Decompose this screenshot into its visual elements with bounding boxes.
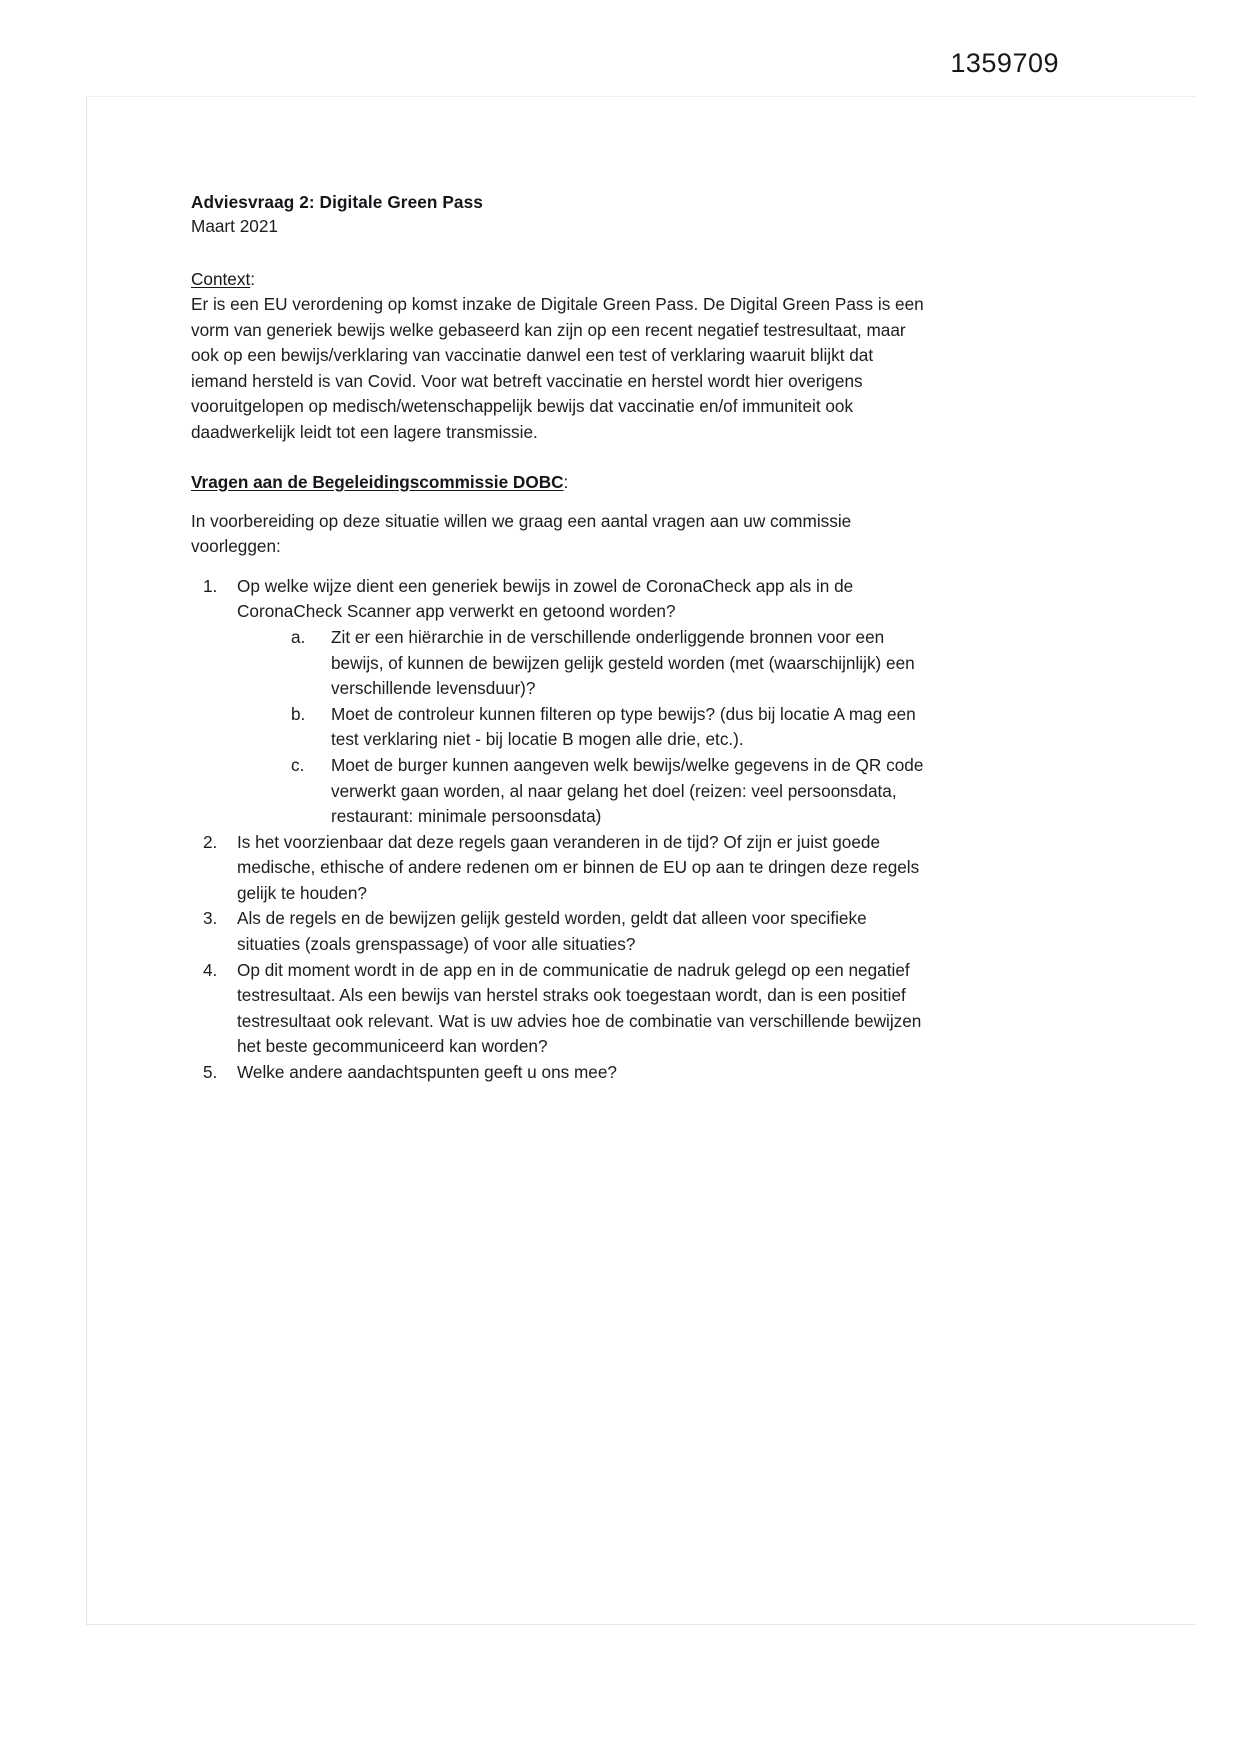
question-item [191, 906, 931, 957]
context-heading [191, 267, 931, 292]
spacer [191, 495, 931, 509]
question-list [191, 574, 931, 1086]
question-marker: 4. [203, 959, 218, 980]
context-heading-label: Context [191, 269, 251, 289]
question-subitem-text: Zit er een hiërarchie in de verschillende onderliggende bronnen voor een bewijs, of kunnen de bewijzen gelijk gesteld worden (met (waarschijnlijk) een verschillende levensduur)? [331, 626, 915, 699]
question-subitem-text: Moet de burger kunnen aangeven welk bewijs/welke gegevens in de QR code verwerkt gaan worden, al naar gelang het doel (reizen: veel persoonsdata, restaurant: minimale persoonsdata) [331, 754, 924, 827]
questions-heading [191, 470, 931, 495]
question-text: Als de regels en de bewijzen gelijk gesteld worden, geldt dat alleen voor specifieke situaties (zoals grenspassage) of voor alle situaties? [237, 908, 867, 955]
question-subitem-text: Moet de controleur kunnen filteren op type bewijs? (dus bij locatie A mag een test verklaring niet - bij locatie B mogen alle drie, etc.). [331, 703, 916, 750]
question-item [191, 1060, 931, 1086]
spacer [191, 446, 931, 470]
context-paragraph: Er is een EU verordening op komst inzake de Digitale Green Pass. De Digital Green Pass is een vorm van generiek bewijs welke gebaseerd kan zijn op een recent negatief testresultaat, maar ook op een bewijs/verklaring van vaccinatie danwel een test of verklaring waaruit blijkt dat iemand hersteld is van Covid. Voor wat betreft vaccinatie en herstel wordt hier overigens vooruitgelopen op medisch/wetenschappelijk bewijs dat vaccinatie en/of immuniteit ook daadwerkelijk leidt tot een lagere transmissie. [191, 294, 924, 442]
question-item [191, 958, 931, 1060]
page-edge-left [86, 96, 87, 1624]
question-text: Welke andere aandachtspunten geeft u ons mee? [237, 1062, 617, 1083]
question-marker: 1. [203, 575, 218, 596]
question-item [191, 574, 931, 830]
question-subitem [283, 702, 931, 753]
page-edge-top [86, 96, 1196, 97]
question-subitem [283, 625, 931, 702]
questions-heading-label: Vragen aan de Begeleidingscommissie DOBC [191, 471, 564, 492]
question-item [191, 830, 931, 907]
question-subitem-marker: c. [291, 754, 305, 775]
document-body [191, 190, 931, 1086]
spacer [191, 239, 931, 267]
question-subitem-list [237, 625, 931, 830]
context-heading-colon: : [250, 269, 256, 289]
document-title: Adviesvraag 2: Digitale Green Pass [191, 192, 483, 212]
questions-intro: In voorbereiding op deze situatie willen we graag een aantal vragen aan uw commissie voorleggen: [191, 510, 852, 557]
question-marker: 3. [203, 908, 218, 929]
question-marker: 5. [203, 1062, 218, 1083]
document-number: 1359709 [950, 48, 1059, 78]
question-subitem-marker: b. [291, 703, 306, 724]
question-marker: 2. [203, 831, 218, 852]
document-date: Maart 2021 [191, 216, 278, 236]
question-subitem-marker: a. [291, 626, 306, 647]
spacer [191, 560, 931, 574]
question-text: Op welke wijze dient een generiek bewijs in zowel de CoronaCheck app als in de CoronaCheck Scanner app verwerkt en getoond worden? [237, 575, 854, 622]
question-text: Op dit moment wordt in de app en in de communicatie de nadruk gelegd op een negatief testresultaat. Als een bewijs van herstel straks ook toegestaan wordt, dan is een positief testresultaat ook relevant. Wat is uw advies hoe de combinatie van verschillende bewijzen het beste gecommuniceerd kan worden? [237, 959, 922, 1057]
question-subitem [283, 753, 931, 830]
questions-heading-colon: : [563, 471, 569, 492]
page-edge-bottom [86, 1624, 1196, 1625]
question-text: Is het voorzienbaar dat deze regels gaan veranderen in de tijd? Of zijn er juist goede medische, ethische of andere redenen om er binnen de EU op aan te dringen deze regels gelijk te houden? [237, 831, 920, 903]
